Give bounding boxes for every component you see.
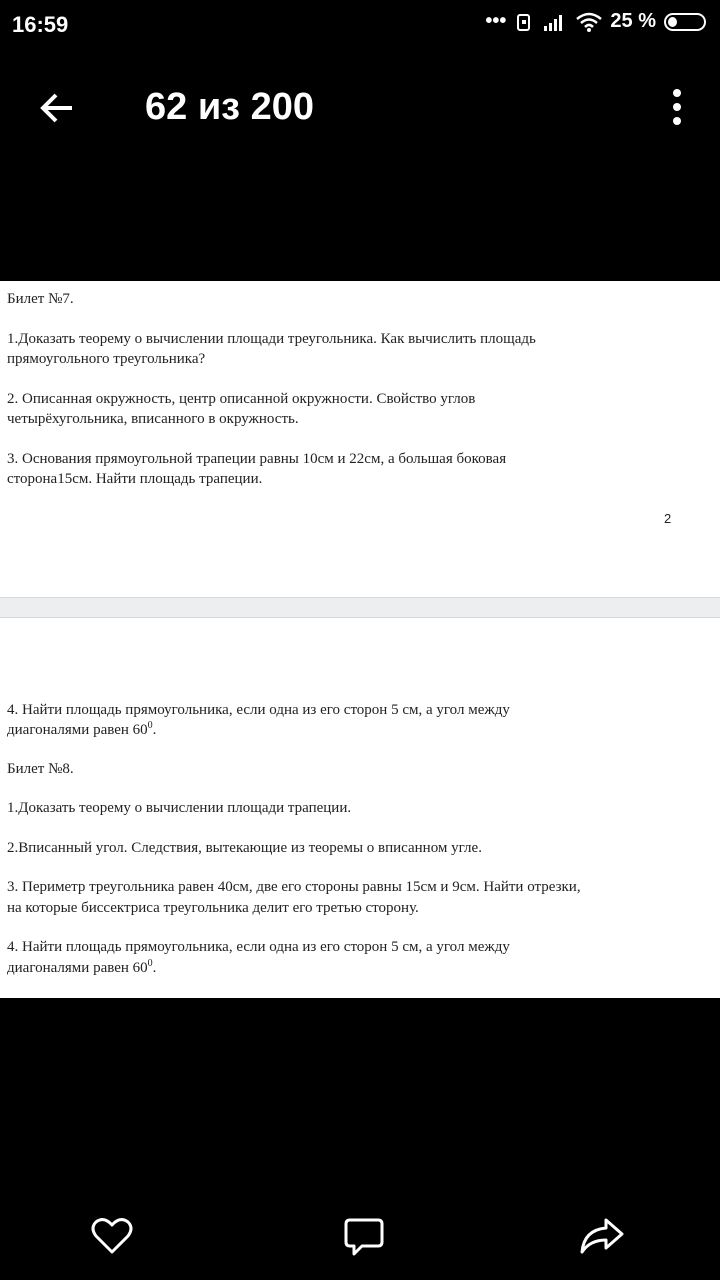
status-time: 16:59 [12, 12, 69, 37]
document-image [0, 281, 720, 998]
text: диагоналями равен 60 [7, 960, 148, 976]
page-counter-title: 62 из 200 [145, 86, 315, 128]
battery-icon [664, 12, 708, 32]
comment-icon[interactable] [340, 1212, 388, 1260]
ticket-8-q4-line1: 4. Найти площадь прямоугольника, если одна из его сторон 5 см, а угол между [7, 939, 510, 955]
page-number: 2 [664, 511, 672, 526]
ticket-8-q4-line2 [7, 958, 156, 978]
back-arrow-icon[interactable] [36, 86, 80, 130]
share-icon[interactable] [578, 1212, 626, 1260]
screen-rotate-icon [514, 12, 534, 32]
ticket-8-heading: Билет №8. [7, 761, 74, 777]
ticket-7-q2-line2: четырёхугольника, вписанного в окружность. [7, 411, 299, 427]
ticket-7-q2-line1: 2. Описанная окружность, центр описанной окружности. Свойство углов [7, 391, 476, 407]
ticket-8-q3-line2: на которые биссектриса треугольника делит его третью сторону. [7, 900, 419, 916]
ticket-7-q1-line2: прямоугольного треугольника? [7, 351, 206, 367]
ticket-7-q4-line2 [7, 720, 156, 740]
text: . [152, 960, 157, 976]
more-options-icon[interactable] [662, 86, 692, 130]
wifi-icon [576, 12, 602, 32]
ticket-7-q3-line1: 3. Основания прямоугольной трапеции равны 10см и 22см, а большая боковая [7, 451, 507, 467]
ticket-8-q1: 1.Доказать теорему о вычислении площади трапеции. [7, 800, 352, 816]
ticket-8-q2: 2.Вписанный угол. Следствия, вытекающие из теоремы о вписанном угле. [7, 840, 482, 856]
ticket-7-q1-line1: 1.Доказать теорему о вычислении площади треугольника. Как вычислить площадь [7, 331, 536, 347]
text: диагоналями равен 60 [7, 722, 148, 738]
page-separator [0, 597, 720, 618]
ticket-7-q4-line1: 4. Найти площадь прямоугольника, если одна из его сторон 5 см, а угол между [7, 702, 510, 718]
text: . [152, 722, 157, 738]
status-icons [485, 10, 708, 33]
ticket-8-q3-line1: 3. Периметр треугольника равен 40см, две его стороны равны 15см и 9см. Найти отрезки, [7, 879, 581, 895]
like-heart-icon[interactable] [88, 1212, 136, 1260]
more-notifications-icon: ••• [485, 10, 507, 32]
superscript: 0 [147, 958, 153, 969]
superscript: 0 [147, 720, 153, 731]
signal-icon [542, 12, 568, 32]
ticket-7-q3-line2: сторона15см. Найти площадь трапеции. [7, 471, 263, 487]
ticket-7-heading: Билет №7. [7, 291, 74, 307]
battery-percent: 25 % [610, 10, 656, 32]
